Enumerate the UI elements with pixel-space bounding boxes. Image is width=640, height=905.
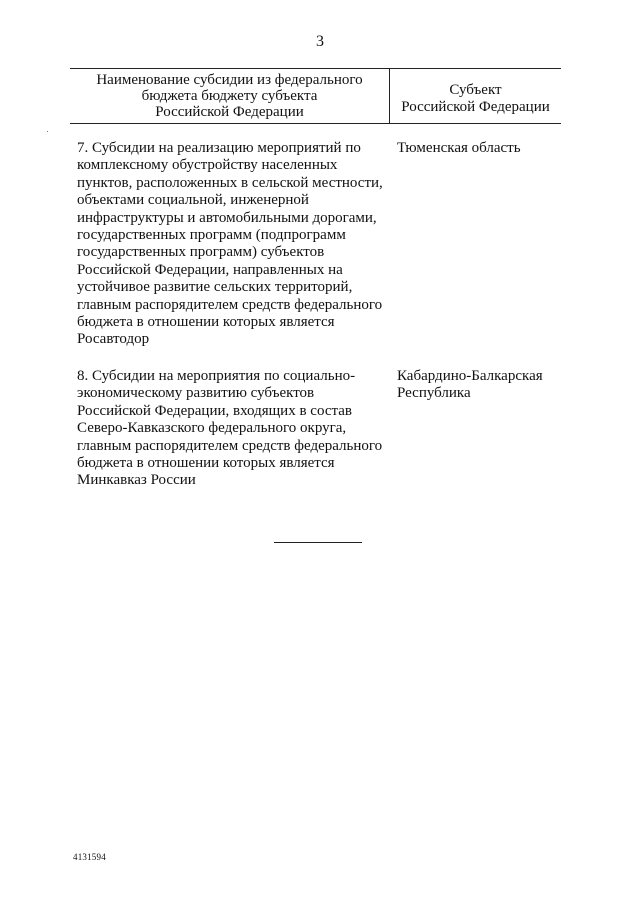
subsidy-title-line: Северо-Кавказского федерального округа, (77, 420, 347, 437)
subsidy-title-line: государственных программ) субъектов (77, 244, 325, 261)
document-code: 4131594 (73, 852, 106, 862)
header-subsidy-name (70, 72, 389, 120)
subsidy-title-line: Российской Федерации, входящих в состав (77, 402, 352, 419)
table-header (70, 68, 561, 124)
header-subsidy-name-line: бюджета бюджету субъекта (141, 88, 318, 104)
federal-subject-line: Республика (397, 385, 471, 402)
subsidy-title-line: государственных программ (подпрограмм (77, 227, 346, 244)
subsidy-title-7 (77, 140, 387, 349)
subsidy-title-line: комплексному обустройству населенных (77, 157, 338, 174)
subsidy-title-line: главным распорядителем средств федерального (77, 437, 383, 454)
subsidy-title-line: устойчивое развитие сельских территорий, (77, 279, 353, 296)
subsidy-title-line: инфраструктуры и автомобильными дорогами, (77, 209, 377, 226)
subsidy-title-8 (77, 368, 387, 490)
header-federal-subject-line: Субъект (449, 82, 502, 98)
subsidy-title-line: бюджета в отношении которых является (77, 455, 335, 472)
subsidy-title-line: 8. Субсидии на мероприятия по социально- (77, 368, 356, 384)
header-federal-subject (390, 82, 561, 116)
scan-artifact (47, 131, 48, 132)
subsidy-title-line: главным распорядителем средств федерального (77, 296, 383, 313)
header-subsidy-name-line: Российской Федерации (155, 104, 304, 120)
federal-subject-7 (397, 140, 567, 157)
federal-subject-line: Тюменская область (397, 140, 521, 156)
closing-rule (274, 542, 362, 543)
subsidy-title-line: Росавтодор (77, 331, 150, 348)
header-federal-subject-line: Российской Федерации (401, 99, 550, 115)
subsidy-title-line: Минкавказ России (77, 472, 196, 489)
subsidy-title-line: Российской Федерации, направленных на (77, 261, 343, 278)
page-number: 3 (316, 33, 324, 50)
header-subsidy-name-line: Наименование субсидии из федерального (96, 72, 363, 88)
subsidy-title-line: бюджета в отношении которых является (77, 314, 335, 331)
federal-subject-8 (397, 368, 567, 403)
subsidy-title-line: объектами социальной, инженерной (77, 192, 309, 209)
subsidy-title-line: пунктов, расположенных в сельской местности, (77, 174, 383, 191)
federal-subject-line: Кабардино-Балкарская (397, 368, 543, 384)
subsidy-title-line: экономическому развитию субъектов (77, 385, 315, 402)
subsidy-title-line: 7. Субсидии на реализацию мероприятий по (77, 140, 361, 156)
